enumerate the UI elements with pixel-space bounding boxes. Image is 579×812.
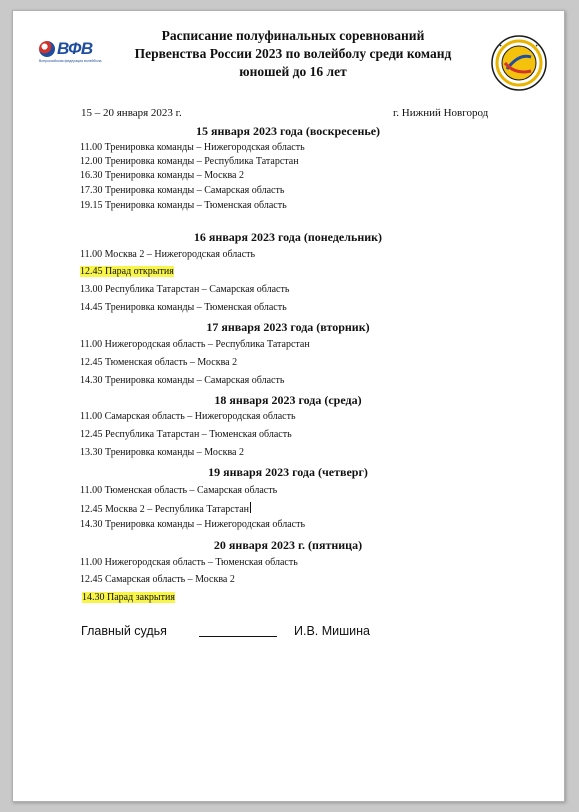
schedule-entry: 13.00 Республика Татарстан – Самарская область [80, 284, 290, 295]
schedule-entry: 11.00 Самарская область – Нижегородская область [80, 411, 296, 422]
title-line-2: Первенства России 2023 по волейболу среди команд [134, 46, 452, 61]
schedule-entry: 13.30 Тренировка команды – Москва 2 [80, 447, 244, 458]
schedule-entry: 12.45 Тюменская область – Москва 2 [80, 357, 238, 368]
schedule-entry: 11.00 Москва 2 – Нижегородская область [80, 249, 256, 260]
signature-name: И.В. Мишина [294, 624, 371, 638]
schedule-entry: 12.45 Самарская область – Москва 2 [80, 574, 235, 585]
signature-role: Главный судья [81, 624, 167, 638]
schedule-entry: 14.30 Тренировка команды – Самарская область [80, 375, 285, 386]
schedule-entry: 12.45 Республика Татарстан – Тюменская область [80, 429, 292, 440]
text-cursor [250, 502, 251, 513]
schedule-entry: 16.30 Тренировка команды – Москва 2 [80, 170, 244, 181]
schedule-entry: 14.30 Тренировка команды – Нижегородская область [80, 519, 306, 530]
schedule-entry-highlighted [82, 592, 175, 603]
event-city: г. Нижний Новгород [393, 107, 489, 119]
vfv-logo-text: ВФВ [57, 39, 93, 58]
schedule-entry: 11.00 Тюменская область – Самарская область [80, 485, 278, 496]
schedule-entry-with-cursor [80, 502, 251, 515]
svg-text:✦: ✦ [499, 43, 503, 48]
day-title: 17 января 2023 года (вторник) [206, 320, 370, 334]
signature-line [199, 636, 277, 637]
title-line-3: юношей до 16 лет [239, 64, 347, 79]
schedule-entry: 11.00 Тренировка команды – Нижегородская область [80, 142, 305, 153]
day-title: 19 января 2023 года (четверг) [208, 465, 368, 479]
highlight-text: 12.45 Парад открытия [80, 266, 174, 277]
day-title: 20 января 2023 г. (пятница) [213, 538, 363, 552]
volleyball-icon [39, 41, 55, 57]
day-title: 18 января 2023 года (среда) [214, 393, 362, 407]
sports-school-logo-icon [491, 35, 547, 91]
day-title: 15 января 2023 года (воскресенье) [195, 124, 381, 138]
schedule-entry: 14.45 Тренировка команды – Тюменская область [80, 302, 287, 313]
title-line-1: Расписание полуфинальных соревнований [161, 28, 425, 43]
event-dates: 15 – 20 января 2023 г. [81, 107, 182, 119]
schedule-entry: 11.00 Нижегородская область – Республика Татарстан [80, 339, 310, 350]
svg-text:✦: ✦ [535, 43, 539, 48]
day-title: 16 января 2023 года (понедельник) [193, 230, 383, 244]
vfv-logo-subtext: Всероссийская федерация волейбола [39, 59, 102, 63]
document-page [12, 10, 565, 802]
schedule-entry: 17.30 Тренировка команды – Самарская область [80, 185, 285, 196]
document-title [103, 27, 483, 81]
schedule-entry: 12.00 Тренировка команды – Республика Татарстан [80, 156, 299, 167]
entry-text: 12.45 Москва 2 – Республика Татарстан [80, 504, 250, 515]
schedule-entry-highlighted [80, 266, 174, 277]
schedule-entry: 11.00 Нижегородская область – Тюменская область [80, 557, 298, 568]
highlight-text: 14.30 Парад закрытия [82, 592, 175, 603]
schedule-entry: 19.15 Тренировка команды – Тюменская область [80, 200, 287, 211]
